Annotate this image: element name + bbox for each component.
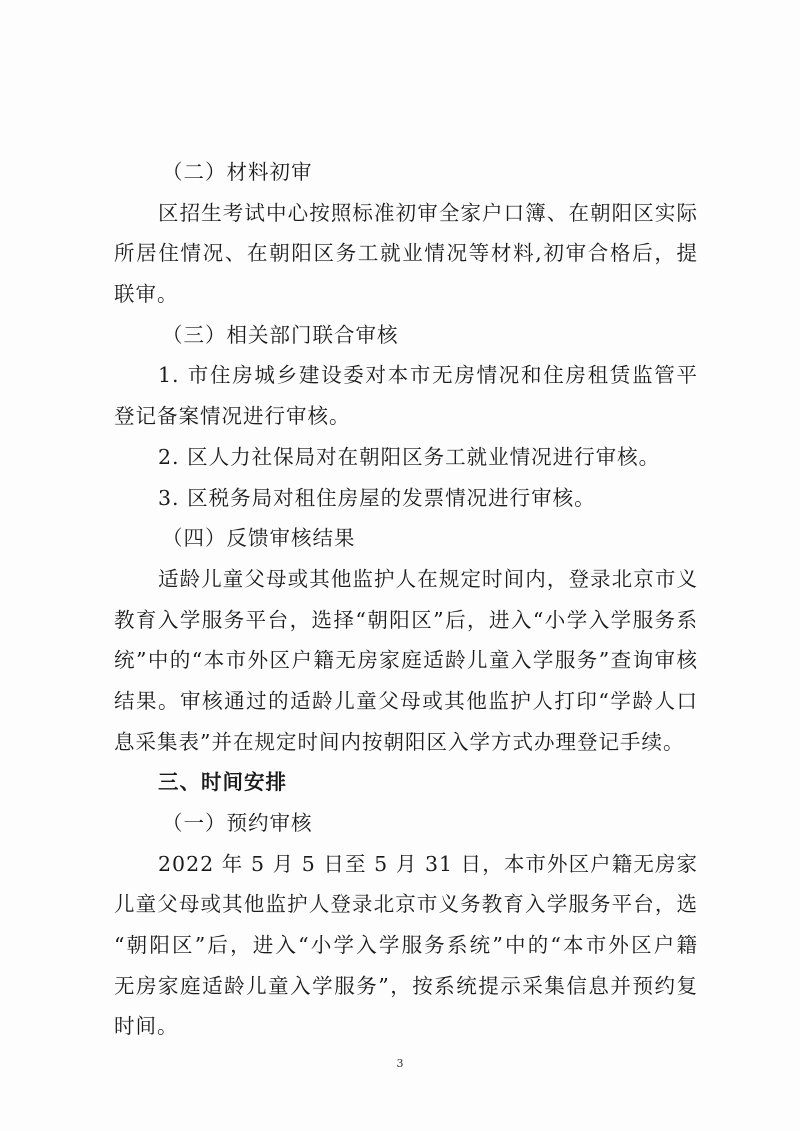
paragraph-line: 教育入学服务平台，选择“朝阳区”后，进入“小学入学服务系 <box>114 607 698 632</box>
subheading-joint-review: （三）相关部门联合审核 <box>162 322 399 347</box>
page-number: 3 <box>396 1057 404 1070</box>
subheading-appointment-review: （一）预约审核 <box>162 811 313 835</box>
paragraph-line: 适龄儿童父母或其他监护人在规定时间内，登录北京市义 <box>158 566 698 591</box>
list-item-line: 1. 市住房城乡建设委对本市无房情况和住房租赁监管平 <box>158 363 698 388</box>
paragraph-line: 2022 年 5 月 5 日至 5 月 31 日，本市外区户籍无房家 <box>158 851 698 876</box>
paragraph-line: 息采集表”并在规定时间内按朝阳区入学方式办理登记手续。 <box>114 729 685 754</box>
list-item-line: 2. 区人力社保局对在朝阳区务工就业情况进行审核。 <box>158 444 661 469</box>
paragraph-line: 所居住情况、在朝阳区务工就业情况等材料,初审合格后，提 <box>114 241 698 266</box>
paragraph-line: 统”中的“本市外区户籍无房家庭适龄儿童入学服务”查询审核 <box>114 648 698 673</box>
list-item-line: 登记备案情况进行审核。 <box>114 404 351 429</box>
subheading-materials-review: （二）材料初审 <box>162 160 313 184</box>
paragraph-line: 联审。 <box>114 282 179 307</box>
paragraph-line: 区招生考试中心按照标准初审全家户口簿、在朝阳区实际 <box>158 200 698 225</box>
list-item-line: 3. 区税务局对租住房屋的发票情况进行审核。 <box>158 485 596 510</box>
paragraph-line: 无房家庭适龄儿童入学服务”，按系统提示采集信息并预约复 <box>114 973 698 998</box>
subheading-feedback-results: （四）反馈审核结果 <box>162 526 356 551</box>
paragraph-line: 儿童父母或其他监护人登录北京市义务教育入学服务平台，选 <box>114 892 698 917</box>
paragraph-line: “朝阳区”后，进入“小学入学服务系统”中的“本市外区户籍 <box>114 933 698 958</box>
document-body <box>114 152 698 1047</box>
section-heading-schedule: 三、时间安排 <box>158 770 287 795</box>
paragraph-line: 结果。审核通过的适龄儿童父母或其他监护人打印“学龄人口 <box>114 688 698 713</box>
paragraph-line: 时间。 <box>114 1014 179 1039</box>
